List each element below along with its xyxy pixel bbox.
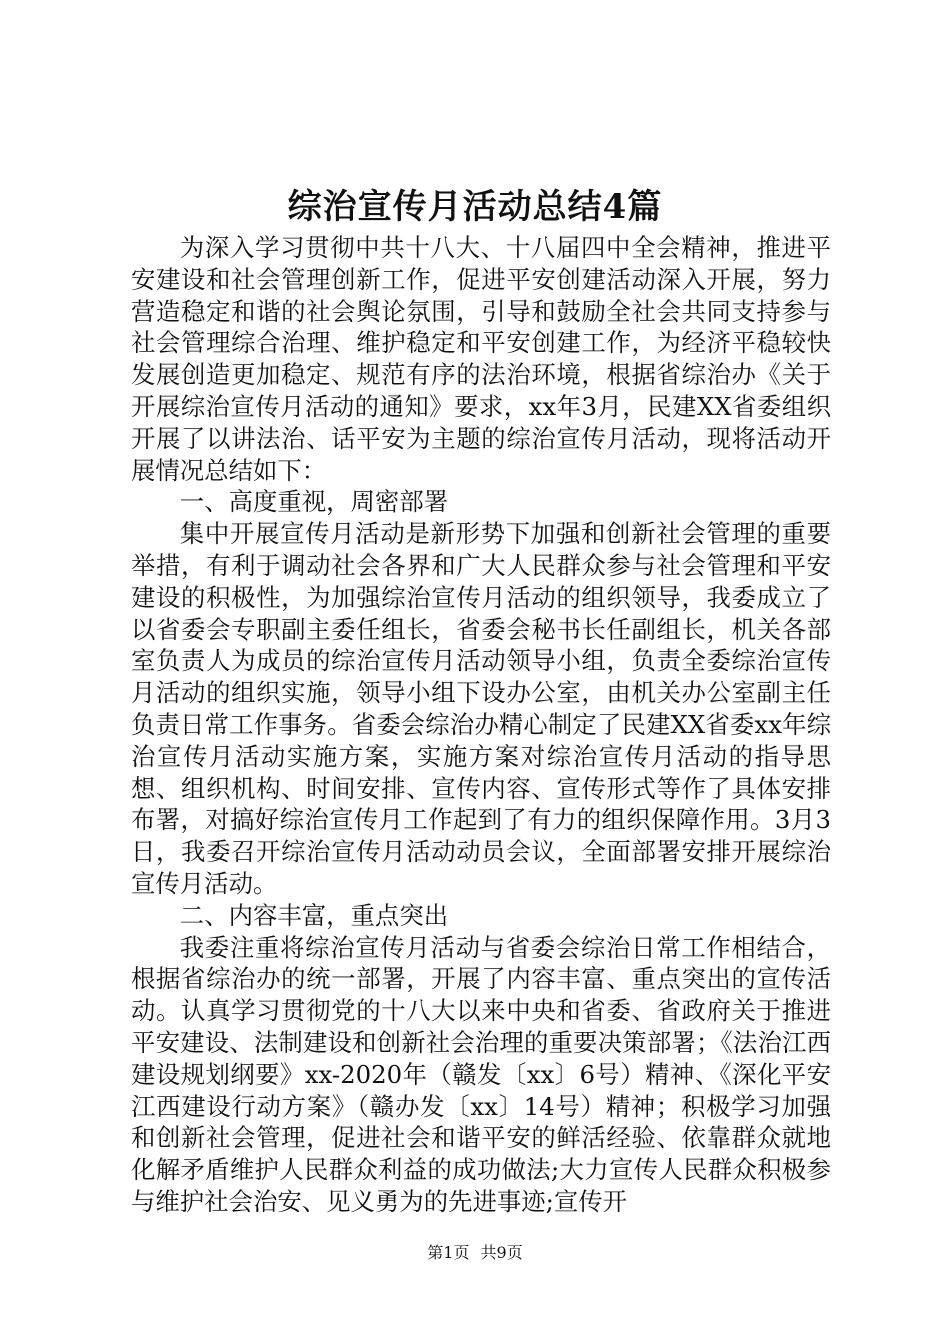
document-title: 综治宣传月活动总结4篇 [287,187,663,227]
section-1-paragraph: 集中开展宣传月活动是新形势下加强和创新社会管理的重要举措，有利于调动社会各界和广大人民群众参与社会管理和平安建设的积极性，为加强综治宣传月活动的组织领导，我委成立了以省委会专职副主委任组长，省委会秘书长任副组长，机关各部室负责人为成员的综治宣传月活动领导小组，负责全委综治宣传月活动的组织实施，领导小组下设办公室，由机关办公室副主任负责日常工作事务。省委会综治办精心制定了民建XX省委xx年综治宣传月活动实施方案，实施方案对综治宣传月活动的指导思想、组织机构、时间安排、宣传内容、宣传形式等作了具体安排布署，对搞好综治宣传月工作起到了有力的组织保障作用。3月3日，我委召开综治宣传月活动动员会议，全面部署安排开展综治宣传月活动。 [131,519,831,898]
section-2-paragraph: 我委注重将综治宣传月活动与省委会综治日常工作相结合，根据省综治办的统一部署，开展了内容丰富、重点突出的宣传活动。认真学习贯彻党的十八大以来中央和省委、省政府关于推进平安建设、法制建设和创新社会治理的重要决策部署；《法治江西建设规划纲要》xx-2020年（赣发〔xx〕6号）精神、《深化平安江西建设行动方案》（赣办发〔xx〕14号）精神；积极学习加强和创新社会管理，促进社会和谐平安的鲜活经验、依靠群众就地化解矛盾维护人民群众利益的成功做法;大力宣传人民群众积极参与维护社会治安、见义勇为的先进事迹;宣传开 [131,932,831,1216]
document-body [131,232,831,1218]
page-number-footer: 第1页 共9页 [427,1243,523,1262]
section-heading-2: 二、内容丰富，重点突出 [179,900,449,930]
intro-paragraph: 为深入学习贯彻中共十八大、十八届四中全会精神，推进平安建设和社会管理创新工作，促进平安创建活动深入开展，努力营造稳定和谐的社会舆论氛围，引导和鼓励全社会共同支持参与社会管理综合治理、维护稳定和平安创建工作，为经济平稳较快发展创造更加稳定、规范有序的法治环境，根据省综治办《关于开展综治宣传月活动的通知》要求，xx年3月，民建XX省委组织开展了以讲法治、话平安为主题的综治宣传月活动，现将活动开展情况总结如下： [131,233,831,485]
section-heading-1: 一、高度重视，周密部署 [179,487,449,517]
